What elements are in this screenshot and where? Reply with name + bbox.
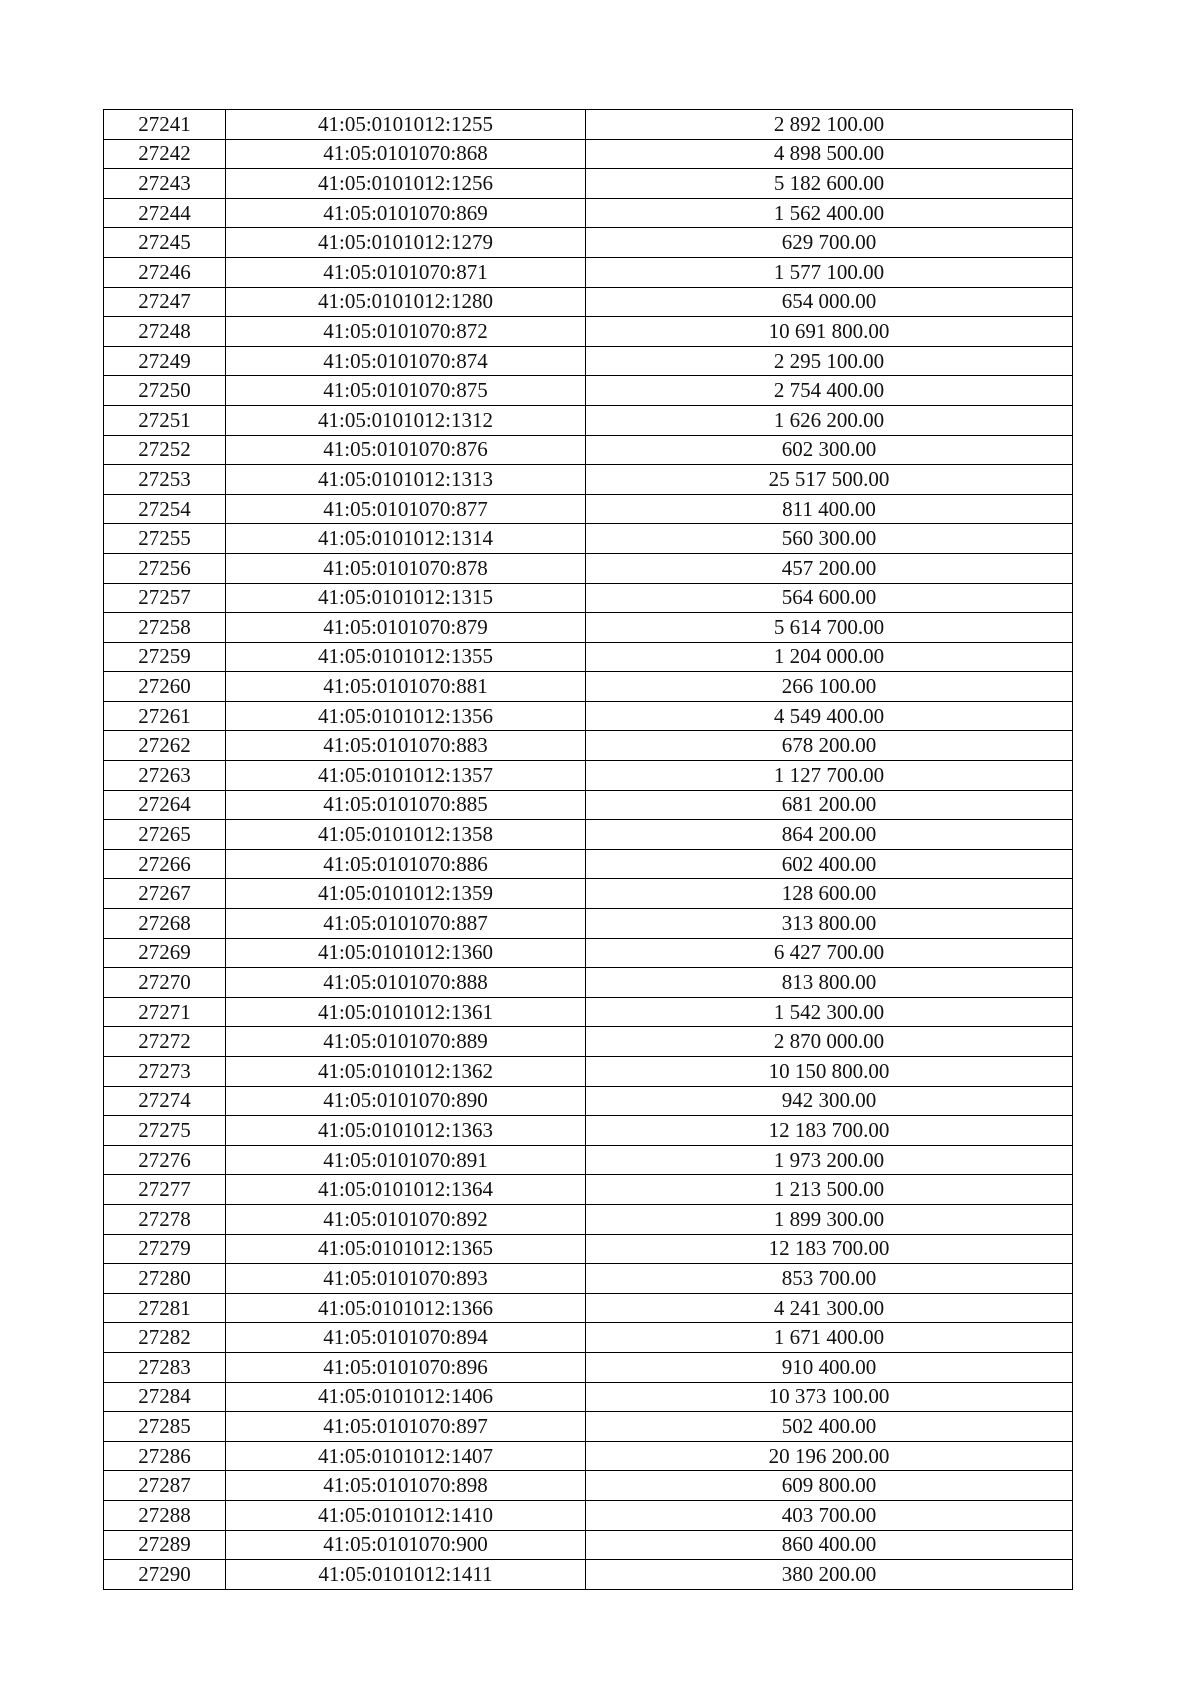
row-number-cell: 27270	[104, 968, 226, 998]
cadastral-number-cell: 41:05:0101070:896	[226, 1352, 586, 1382]
cadastral-value-cell: 403 700.00	[586, 1500, 1073, 1530]
cadastral-value-cell: 6 427 700.00	[586, 938, 1073, 968]
cadastral-number-cell: 41:05:0101012:1357	[226, 761, 586, 791]
row-number-cell: 27261	[104, 701, 226, 731]
cadastral-number-cell: 41:05:0101012:1256	[226, 169, 586, 199]
cadastral-number-cell: 41:05:0101070:875	[226, 376, 586, 406]
cadastral-value-cell: 1 577 100.00	[586, 257, 1073, 287]
cadastral-value-table	[103, 109, 1073, 1590]
cadastral-number-cell: 41:05:0101070:876	[226, 435, 586, 465]
row-number-cell: 27248	[104, 317, 226, 347]
table-row	[104, 672, 1073, 702]
cadastral-value-cell: 1 973 200.00	[586, 1145, 1073, 1175]
cadastral-number-cell: 41:05:0101070:893	[226, 1264, 586, 1294]
cadastral-number-cell: 41:05:0101012:1279	[226, 228, 586, 258]
cadastral-value-cell: 1 899 300.00	[586, 1204, 1073, 1234]
row-number-cell: 27241	[104, 110, 226, 140]
cadastral-value-cell: 910 400.00	[586, 1352, 1073, 1382]
row-number-cell: 27284	[104, 1382, 226, 1412]
cadastral-value-cell: 2 870 000.00	[586, 1027, 1073, 1057]
cadastral-value-cell: 266 100.00	[586, 672, 1073, 702]
cadastral-value-cell: 853 700.00	[586, 1264, 1073, 1294]
cadastral-number-cell: 41:05:0101070:877	[226, 494, 586, 524]
cadastral-number-cell: 41:05:0101012:1356	[226, 701, 586, 731]
table-row	[104, 257, 1073, 287]
table-row	[104, 1352, 1073, 1382]
cadastral-value-cell: 602 300.00	[586, 435, 1073, 465]
table-row	[104, 1234, 1073, 1264]
row-number-cell: 27268	[104, 909, 226, 939]
cadastral-value-cell: 25 517 500.00	[586, 465, 1073, 495]
table-row	[104, 1382, 1073, 1412]
row-number-cell: 27244	[104, 198, 226, 228]
row-number-cell: 27286	[104, 1441, 226, 1471]
cadastral-number-cell: 41:05:0101012:1364	[226, 1175, 586, 1205]
cadastral-value-cell: 2 892 100.00	[586, 110, 1073, 140]
cadastral-number-cell: 41:05:0101012:1410	[226, 1500, 586, 1530]
row-number-cell: 27269	[104, 938, 226, 968]
table-row	[104, 583, 1073, 613]
row-number-cell: 27249	[104, 346, 226, 376]
cadastral-number-cell: 41:05:0101012:1315	[226, 583, 586, 613]
table-row	[104, 1441, 1073, 1471]
cadastral-number-cell: 41:05:0101012:1363	[226, 1116, 586, 1146]
cadastral-value-cell: 609 800.00	[586, 1471, 1073, 1501]
cadastral-number-cell: 41:05:0101012:1359	[226, 879, 586, 909]
row-number-cell: 27266	[104, 849, 226, 879]
table-row	[104, 524, 1073, 554]
cadastral-number-cell: 41:05:0101012:1255	[226, 110, 586, 140]
row-number-cell: 27285	[104, 1412, 226, 1442]
table-row	[104, 1530, 1073, 1560]
cadastral-value-cell: 12 183 700.00	[586, 1234, 1073, 1264]
cadastral-value-cell: 4 549 400.00	[586, 701, 1073, 731]
row-number-cell: 27277	[104, 1175, 226, 1205]
cadastral-value-cell: 5 614 700.00	[586, 613, 1073, 643]
table-row	[104, 1027, 1073, 1057]
row-number-cell: 27267	[104, 879, 226, 909]
cadastral-value-cell: 811 400.00	[586, 494, 1073, 524]
row-number-cell: 27273	[104, 1057, 226, 1087]
cadastral-value-cell: 10 691 800.00	[586, 317, 1073, 347]
table-row	[104, 317, 1073, 347]
cadastral-number-cell: 41:05:0101070:889	[226, 1027, 586, 1057]
row-number-cell: 27283	[104, 1352, 226, 1382]
table-row	[104, 879, 1073, 909]
cadastral-number-cell: 41:05:0101070:886	[226, 849, 586, 879]
row-number-cell: 27275	[104, 1116, 226, 1146]
table-row	[104, 494, 1073, 524]
row-number-cell: 27290	[104, 1560, 226, 1590]
row-number-cell: 27282	[104, 1323, 226, 1353]
table-row	[104, 1500, 1073, 1530]
table-row	[104, 346, 1073, 376]
table-row	[104, 1471, 1073, 1501]
cadastral-number-cell: 41:05:0101012:1280	[226, 287, 586, 317]
cadastral-value-cell: 1 562 400.00	[586, 198, 1073, 228]
row-number-cell: 27259	[104, 642, 226, 672]
table-row	[104, 228, 1073, 258]
row-number-cell: 27265	[104, 820, 226, 850]
cadastral-value-cell: 10 373 100.00	[586, 1382, 1073, 1412]
cadastral-value-cell: 942 300.00	[586, 1086, 1073, 1116]
table-body	[104, 110, 1073, 1590]
row-number-cell: 27262	[104, 731, 226, 761]
row-number-cell: 27252	[104, 435, 226, 465]
table-row	[104, 553, 1073, 583]
cadastral-number-cell: 41:05:0101070:872	[226, 317, 586, 347]
table-row	[104, 465, 1073, 495]
cadastral-number-cell: 41:05:0101070:890	[226, 1086, 586, 1116]
row-number-cell: 27288	[104, 1500, 226, 1530]
table-row	[104, 820, 1073, 850]
cadastral-value-cell: 5 182 600.00	[586, 169, 1073, 199]
cadastral-value-cell: 602 400.00	[586, 849, 1073, 879]
row-number-cell: 27260	[104, 672, 226, 702]
table-row	[104, 1116, 1073, 1146]
table-row	[104, 761, 1073, 791]
cadastral-value-cell: 1 204 000.00	[586, 642, 1073, 672]
cadastral-value-cell: 2 754 400.00	[586, 376, 1073, 406]
table-row	[104, 731, 1073, 761]
table-row	[104, 938, 1073, 968]
cadastral-number-cell: 41:05:0101012:1360	[226, 938, 586, 968]
cadastral-value-cell: 1 127 700.00	[586, 761, 1073, 791]
cadastral-number-cell: 41:05:0101012:1365	[226, 1234, 586, 1264]
cadastral-value-cell: 4 898 500.00	[586, 139, 1073, 169]
row-number-cell: 27256	[104, 553, 226, 583]
cadastral-number-cell: 41:05:0101012:1361	[226, 997, 586, 1027]
cadastral-number-cell: 41:05:0101070:885	[226, 790, 586, 820]
row-number-cell: 27271	[104, 997, 226, 1027]
row-number-cell: 27263	[104, 761, 226, 791]
table-row	[104, 997, 1073, 1027]
table-row	[104, 198, 1073, 228]
cadastral-number-cell: 41:05:0101012:1313	[226, 465, 586, 495]
row-number-cell: 27245	[104, 228, 226, 258]
table-row	[104, 1086, 1073, 1116]
row-number-cell: 27253	[104, 465, 226, 495]
cadastral-number-cell: 41:05:0101012:1407	[226, 1441, 586, 1471]
cadastral-number-cell: 41:05:0101070:900	[226, 1530, 586, 1560]
row-number-cell: 27276	[104, 1145, 226, 1175]
row-number-cell: 27278	[104, 1204, 226, 1234]
cadastral-number-cell: 41:05:0101012:1411	[226, 1560, 586, 1590]
cadastral-value-cell: 12 183 700.00	[586, 1116, 1073, 1146]
table-row	[104, 169, 1073, 199]
cadastral-number-cell: 41:05:0101012:1366	[226, 1293, 586, 1323]
row-number-cell: 27289	[104, 1530, 226, 1560]
row-number-cell: 27255	[104, 524, 226, 554]
cadastral-number-cell: 41:05:0101070:894	[226, 1323, 586, 1353]
cadastral-number-cell: 41:05:0101012:1358	[226, 820, 586, 850]
table-row	[104, 642, 1073, 672]
row-number-cell: 27274	[104, 1086, 226, 1116]
cadastral-number-cell: 41:05:0101070:879	[226, 613, 586, 643]
cadastral-number-cell: 41:05:0101070:881	[226, 672, 586, 702]
cadastral-value-cell: 1 671 400.00	[586, 1323, 1073, 1353]
cadastral-number-cell: 41:05:0101070:878	[226, 553, 586, 583]
cadastral-value-cell: 10 150 800.00	[586, 1057, 1073, 1087]
table-row	[104, 1057, 1073, 1087]
cadastral-value-cell: 681 200.00	[586, 790, 1073, 820]
cadastral-value-cell: 502 400.00	[586, 1412, 1073, 1442]
cadastral-value-cell: 2 295 100.00	[586, 346, 1073, 376]
cadastral-value-cell: 4 241 300.00	[586, 1293, 1073, 1323]
cadastral-number-cell: 41:05:0101070:868	[226, 139, 586, 169]
table-row	[104, 1145, 1073, 1175]
row-number-cell: 27272	[104, 1027, 226, 1057]
row-number-cell: 27280	[104, 1264, 226, 1294]
cadastral-number-cell: 41:05:0101012:1312	[226, 405, 586, 435]
row-number-cell: 27246	[104, 257, 226, 287]
table-row	[104, 1175, 1073, 1205]
cadastral-number-cell: 41:05:0101070:887	[226, 909, 586, 939]
row-number-cell: 27242	[104, 139, 226, 169]
table-row	[104, 405, 1073, 435]
cadastral-number-cell: 41:05:0101070:871	[226, 257, 586, 287]
table-row	[104, 139, 1073, 169]
table-row	[104, 1264, 1073, 1294]
table-row	[104, 435, 1073, 465]
table-row	[104, 701, 1073, 731]
cadastral-number-cell: 41:05:0101012:1362	[226, 1057, 586, 1087]
cadastral-value-cell: 678 200.00	[586, 731, 1073, 761]
table-row	[104, 849, 1073, 879]
table-row	[104, 110, 1073, 140]
cadastral-value-cell: 128 600.00	[586, 879, 1073, 909]
table-row	[104, 376, 1073, 406]
row-number-cell: 27281	[104, 1293, 226, 1323]
cadastral-number-cell: 41:05:0101070:869	[226, 198, 586, 228]
cadastral-value-cell: 1 213 500.00	[586, 1175, 1073, 1205]
cadastral-number-cell: 41:05:0101070:891	[226, 1145, 586, 1175]
row-number-cell: 27243	[104, 169, 226, 199]
table-row	[104, 613, 1073, 643]
cadastral-value-cell: 629 700.00	[586, 228, 1073, 258]
cadastral-value-cell: 813 800.00	[586, 968, 1073, 998]
cadastral-number-cell: 41:05:0101070:888	[226, 968, 586, 998]
cadastral-value-cell: 1 542 300.00	[586, 997, 1073, 1027]
row-number-cell: 27258	[104, 613, 226, 643]
cadastral-value-cell: 564 600.00	[586, 583, 1073, 613]
cadastral-number-cell: 41:05:0101012:1314	[226, 524, 586, 554]
table-row	[104, 1293, 1073, 1323]
table-row	[104, 1204, 1073, 1234]
row-number-cell: 27287	[104, 1471, 226, 1501]
cadastral-value-cell: 654 000.00	[586, 287, 1073, 317]
table-row	[104, 1412, 1073, 1442]
cadastral-value-cell: 313 800.00	[586, 909, 1073, 939]
cadastral-number-cell: 41:05:0101012:1406	[226, 1382, 586, 1412]
cadastral-value-cell: 457 200.00	[586, 553, 1073, 583]
row-number-cell: 27250	[104, 376, 226, 406]
cadastral-number-cell: 41:05:0101070:898	[226, 1471, 586, 1501]
table-row	[104, 909, 1073, 939]
table-row	[104, 1560, 1073, 1590]
table-row	[104, 968, 1073, 998]
cadastral-value-cell: 1 626 200.00	[586, 405, 1073, 435]
table-row	[104, 287, 1073, 317]
row-number-cell: 27254	[104, 494, 226, 524]
row-number-cell: 27264	[104, 790, 226, 820]
row-number-cell: 27257	[104, 583, 226, 613]
cadastral-number-cell: 41:05:0101070:883	[226, 731, 586, 761]
cadastral-value-cell: 20 196 200.00	[586, 1441, 1073, 1471]
cadastral-number-cell: 41:05:0101070:874	[226, 346, 586, 376]
row-number-cell: 27251	[104, 405, 226, 435]
cadastral-number-cell: 41:05:0101012:1355	[226, 642, 586, 672]
row-number-cell: 27279	[104, 1234, 226, 1264]
cadastral-value-cell: 380 200.00	[586, 1560, 1073, 1590]
cadastral-value-cell: 864 200.00	[586, 820, 1073, 850]
cadastral-number-cell: 41:05:0101070:897	[226, 1412, 586, 1442]
table-row	[104, 1323, 1073, 1353]
cadastral-number-cell: 41:05:0101070:892	[226, 1204, 586, 1234]
cadastral-value-cell: 560 300.00	[586, 524, 1073, 554]
row-number-cell: 27247	[104, 287, 226, 317]
cadastral-value-cell: 860 400.00	[586, 1530, 1073, 1560]
table-row	[104, 790, 1073, 820]
